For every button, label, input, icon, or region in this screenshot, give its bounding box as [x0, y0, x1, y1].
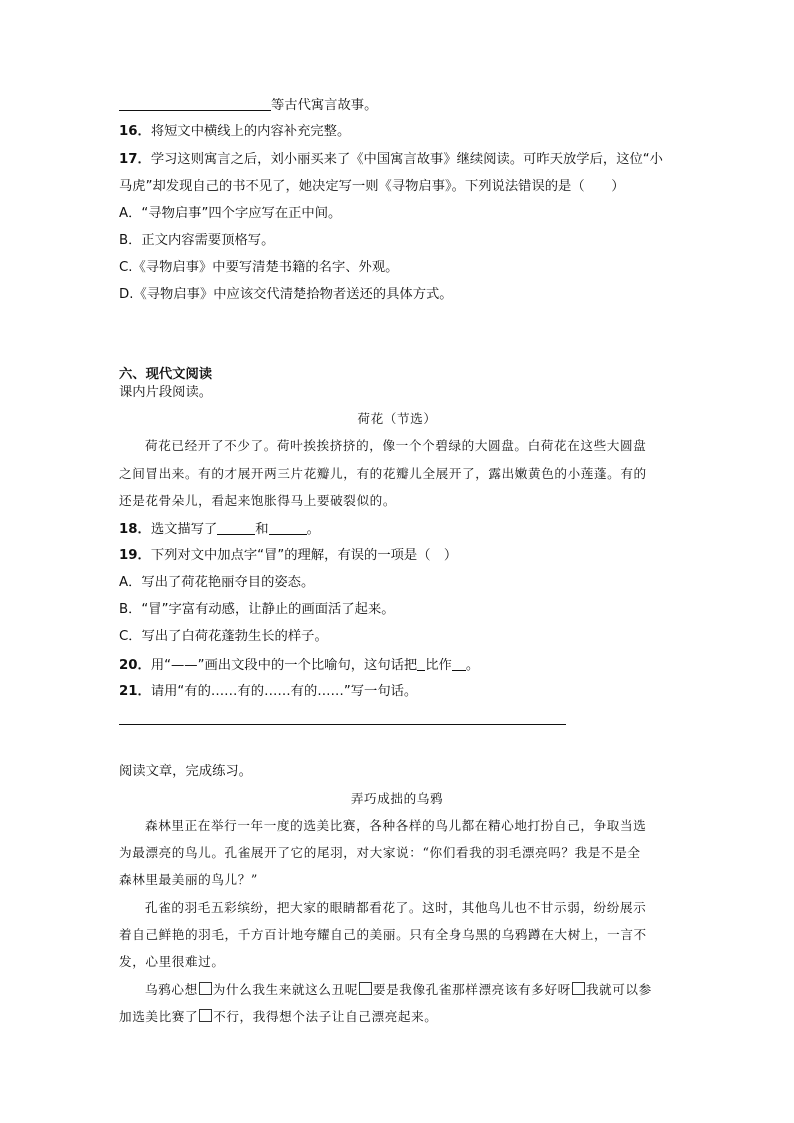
passage-line: 为最漂亮的鸟儿。孔雀展开了它的尾羽，对大家说：“你们看我的羽毛漂亮吗？我是不是全	[119, 845, 641, 860]
answer-blank[interactable]	[119, 96, 271, 111]
question-text: 学习这则寓言之后，刘小丽买来了《中国寓言故事》继续阅读。可昨天放学后，这位“小	[150, 152, 663, 167]
option-text: A．写出了荷花艳丽夺目的姿态。	[119, 575, 315, 590]
question-text: 。	[306, 522, 320, 537]
section-intro: 课内片段阅读。	[119, 385, 213, 400]
question-text: 马虎”却发现自己的书不见了，她决定写一则《寻物启事》。下列说法错误的是（ ）	[119, 179, 625, 194]
answer-blank[interactable]	[452, 656, 466, 671]
passage-line: 还是花骨朵儿，看起来饱胀得马上要破裂似的。	[119, 493, 397, 508]
passage-text: 为什么我生来就这么丑呢	[212, 982, 358, 997]
punctuation-box[interactable]	[199, 982, 212, 995]
punctuation-box[interactable]	[572, 982, 585, 995]
question-text: 和	[255, 522, 269, 537]
q17-option-a[interactable]	[119, 205, 341, 223]
passage-title: 弄巧成拙的乌鸦	[350, 791, 444, 806]
question-text: 选文描写了	[150, 522, 218, 537]
passage-text: 乌鸦心想	[145, 982, 198, 997]
question-17-line2	[119, 178, 625, 196]
q15-continuation	[119, 96, 377, 115]
passage-line: 着自己鲜艳的羽毛，千方百计地夸耀自己的美丽。只有全身乌黑的乌鸦蹲在大树上，一言不	[119, 927, 647, 942]
punctuation-box[interactable]	[359, 982, 372, 995]
option-text: B．正文内容需要顶格写。	[119, 233, 275, 248]
answer-line[interactable]	[119, 724, 566, 725]
question-text: 。	[465, 658, 480, 673]
option-text: A．“寻物启事”四个字应写在正中间。	[119, 206, 342, 221]
reading-intro: 阅读文章，完成练习。	[119, 764, 252, 779]
option-text: C.《寻物启事》中要写清楚书籍的名字、外观。	[119, 260, 399, 275]
passage-line: 孔雀的羽毛五彩缤纷，把大家的眼睛都看花了。这时，其他鸟儿也不甘示弱，纷纷展示	[145, 900, 647, 915]
q19-option-a[interactable]	[119, 574, 314, 592]
answer-blank[interactable]	[269, 520, 307, 535]
question-20	[119, 656, 479, 675]
q17-option-c[interactable]	[119, 259, 398, 277]
passage-text: 加选美比赛了	[119, 1009, 199, 1024]
question-number: 21．	[119, 684, 151, 699]
question-number: 18．	[119, 522, 151, 537]
q17-option-b[interactable]	[119, 232, 274, 250]
question-text: 用“——”画出文段中的一个比喻句，这句话把	[150, 658, 418, 673]
question-text: 比作	[425, 658, 452, 673]
passage-title: 荷花（节选）	[357, 411, 437, 426]
q19-option-b[interactable]	[119, 601, 395, 619]
punctuation-box[interactable]	[199, 1009, 212, 1022]
question-17-line1	[119, 151, 663, 169]
question-16	[119, 123, 350, 141]
question-text: 下列对文中加点字“冒”的理解，有误的一项是（ ）	[150, 548, 458, 563]
passage-text: 不行，我得想个法子让自己漂亮起来。	[213, 1009, 438, 1024]
question-text: 请用“有的……有的……有的……”写一句话。	[150, 684, 418, 699]
question-number: 16．	[119, 124, 151, 139]
question-18	[119, 520, 320, 539]
passage-line: 之间冒出来。有的才展开两三片花瓣儿，有的花瓣儿全展开了，露出嫩黄色的小莲蓬。有的	[119, 466, 647, 481]
question-number: 20．	[119, 658, 151, 673]
passage-line-with-boxes	[119, 1008, 437, 1026]
question-number: 17．	[119, 152, 151, 167]
question-19	[119, 547, 457, 565]
answer-blank[interactable]	[217, 520, 255, 535]
question-number: 19．	[119, 548, 151, 563]
passage-line: 森林里最美丽的鸟儿？”	[119, 872, 258, 887]
option-text: B．“冒”字富有动感，让静止的画面活了起来。	[119, 602, 395, 617]
question-text: 将短文中横线上的内容补充完整。	[150, 124, 351, 139]
passage-text: 我就可以参	[585, 982, 652, 997]
question-21	[119, 683, 417, 701]
passage-line: 森林里正在举行一年一度的选美比赛，各种各样的鸟儿都在精心地打扮自己，争取当选	[145, 818, 647, 833]
passage-line: 荷花已经开了不少了。荷叶挨挨挤挤的，像一个个碧绿的大圆盘。白荷花在这些大圆盘	[145, 438, 647, 453]
q19-option-c[interactable]	[119, 628, 328, 646]
option-text: D.《寻物启事》中应该交代清楚拾物者送还的具体方式。	[119, 287, 453, 302]
section-heading: 六、现代文阅读	[119, 367, 213, 382]
passage-line: 发，心里很难过。	[119, 954, 225, 969]
passage-text: 要是我像孔雀那样漂亮该有多好呀	[372, 982, 571, 997]
continuation-text: 等古代寓言故事。	[271, 98, 378, 113]
q17-option-d[interactable]	[119, 286, 453, 304]
option-text: C．写出了白荷花蓬勃生长的样子。	[119, 629, 328, 644]
passage-line-with-boxes	[145, 981, 652, 999]
